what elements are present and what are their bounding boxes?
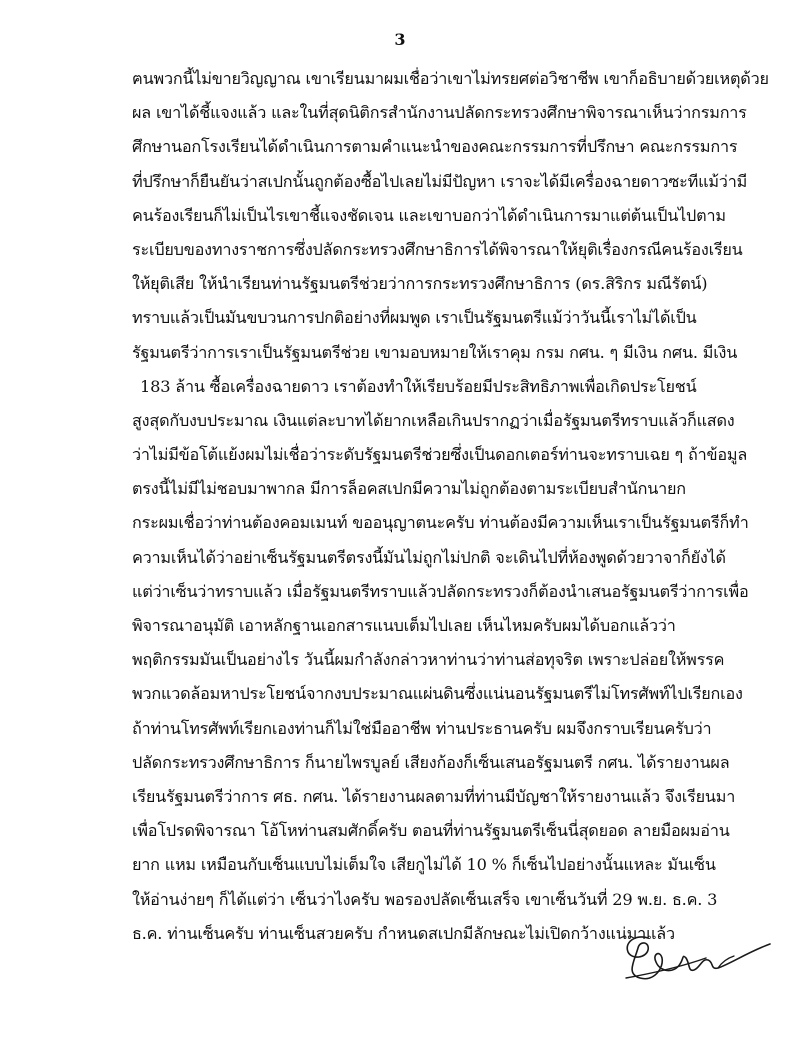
text-line: รัฐมนตรีว่าการเราเป็นรัฐมนตรีช่วย เขามอบหมายให้เราคุม กรม กศน. ๆ มีเงิน กศน. มีเงิน (132, 342, 738, 362)
text-line: ว่าไม่มีข้อโต้แย้งผมไม่เชื่อว่าระดับรัฐมนตรีช่วยซึ่งเป็นดอกเตอร์ท่านจะทราบเฉย ๆ ถ้าข้อมูล (132, 445, 748, 465)
text-line: เรียนรัฐมนตรีว่าการ ศธ. กศน. ได้รายงานผลตามที่ท่านมีบัญชาให้รายงานแล้ว จึงเรียนมา (132, 786, 736, 806)
text-line: คนร้องเรียนก็ไม่เป็นไรเขาชี้แจงชัดเจน และเขาบอกว่าได้ดำเนินการมาแต่ต้นเป็นไปตาม (132, 205, 726, 225)
text-line: ทราบแล้วเป็นมันขบวนการปกติอย่างที่ผมพูด เราเป็นรัฐมนตรีแม้ว่าวันนี้เราไม่ได้เป็น (132, 308, 697, 328)
text-line: ตรงนี้ไม่มีไม่ชอบมาพากล มีการล็อคสเปกมีความไม่ถูกต้องตามระเบียบสำนักนายก (132, 479, 686, 499)
text-line: พิจารณาอนุมัติ เอาหลักฐานเอกสารแนบเต็มไปเลย เห็นไหมครับผมได้บอกแล้วว่า (132, 616, 676, 635)
text-line: ฅนพวกนี้ไม่ขายวิญญาณ เขาเรียนมาผมเชื่อว่าเขาไม่ทรยศต่อวิชาชีพ เขาก็อธิบายด้วยเหตุด้วย (132, 69, 769, 88)
text-line: ถ้าท่านโทรศัพท์เรียกเองท่านก็ไม่ใช่มืออาชีพ ท่านประธานครับ ผมจึงกราบเรียนครับว่า (132, 718, 712, 738)
text-line: ให้อ่านง่ายๆ ก็ได้แต่ว่า เซ็นว่าไงครับ พอรองปลัดเซ็นเสร็จ เขาเซ็นวันที่ 29 พ.ย. ธ.ค. 3 (132, 889, 718, 909)
text-line: ยาก แหม เหมือนกับเซ็นแบบไม่เต็มใจ เสียกูไม่ได้ 10 % ก็เซ็นไปอย่างนั้นแหละ มันเซ็น (132, 855, 716, 875)
text-line: เพื่อโปรดพิจารณา โอ้โหท่านสมศักดิ์ครับ ตอนที่ท่านรัฐมนตรีเซ็นนี่สุดยอด ลายมือผมอ่าน (132, 821, 730, 841)
text-line: กระผมเชื่อว่าท่านต้องคอมเมนท์ ขออนุญาตนะครับ ท่านต้องมีความเห็นเราเป็นรัฐมนตรีก็ทำ (132, 513, 749, 533)
page-number: 3 (394, 30, 406, 49)
handwritten-signature (618, 928, 778, 996)
body-text (132, 62, 774, 951)
text-line: 183 ล้าน ซื้อเครื่องฉายดาว เราต้องทำให้เรียบร้อยมีประสิทธิภาพเพื่อเกิดประโยชน์ (140, 376, 697, 396)
text-line: พฤติกรรมมันเป็นอย่างไร วันนี้ผมกำลังกล่าวหาท่านว่าท่านส่อทุจริต เพราะปล่อยให้พรรค (132, 650, 725, 670)
text-line: ความเห็นได้ว่าอย่าเซ็นรัฐมนตรีตรงนี้มันไม่ถูกไม่ปกติ จะเดินไปที่ห้องพูดด้วยวาจาก็ยังได้ (132, 547, 726, 567)
text-line: ธ.ค. ท่านเซ็นครับ ท่านเซ็นสวยครับ กำหนดสเปกมีลักษณะไม่เปิดกว้างแน่มาแล้ว (132, 923, 675, 943)
text-line: พวกแวดล้อมหาประโยชน์จากงบประมาณแผ่นดินซึ่งแน่นอนรัฐมนตรีไม่โทรศัพท์ไปเรียกเอง (132, 684, 743, 704)
text-line: สูงสุดกับงบประมาณ เงินแต่ละบาทได้ยากเหลือเกินปรากฏว่าเมื่อรัฐมนตรีทราบแล้วก็แสดง (132, 410, 735, 430)
text-line: ให้ยุติเสีย ให้นำเรียนท่านรัฐมนตรีช่วยว่าการกระทรวงศึกษาธิการ (ดร.สิริกร มณีรัตน์) (132, 274, 708, 294)
text-line: ที่ปรึกษาก็ยืนยันว่าสเปกนั้นถูกต้องซื้อไปเลยไม่มีปัญหา เราจะได้มีเครื่องฉายดาวซะทีแม้ว่ามี (132, 171, 748, 191)
text-line: ผล เขาได้ชี้แจงแล้ว และในที่สุดนิติกรสำนักงานปลัดกระทรวงศึกษาพิจารณาเห็นว่ากรมการ (132, 103, 747, 123)
text-line: ระเบียบของทางราชการซึ่งปลัดกระทรวงศึกษาธิการได้พิจารณาให้ยุติเรื่องกรณีคนร้องเรียน (132, 239, 743, 259)
text-line: แต่ว่าเซ็นว่าทราบแล้ว เมื่อรัฐมนตรีทราบแล้วปลัดกระทรวงก็ต้องนำเสนอรัฐมนตรีว่าการเพื่อ (132, 581, 749, 601)
text-line: ศึกษานอกโรงเรียนได้ดำเนินการตามคำแนะนำของคณะกรรมการที่ปรึกษา คณะกรรมการ (132, 137, 738, 157)
text-line: ปลัดกระทรวงศึกษาธิการ ก็นายไพรบูลย์ เสียงก้องก็เซ็นเสนอรัฐมนตรี กศน. ได้รายงานผล (132, 752, 730, 772)
